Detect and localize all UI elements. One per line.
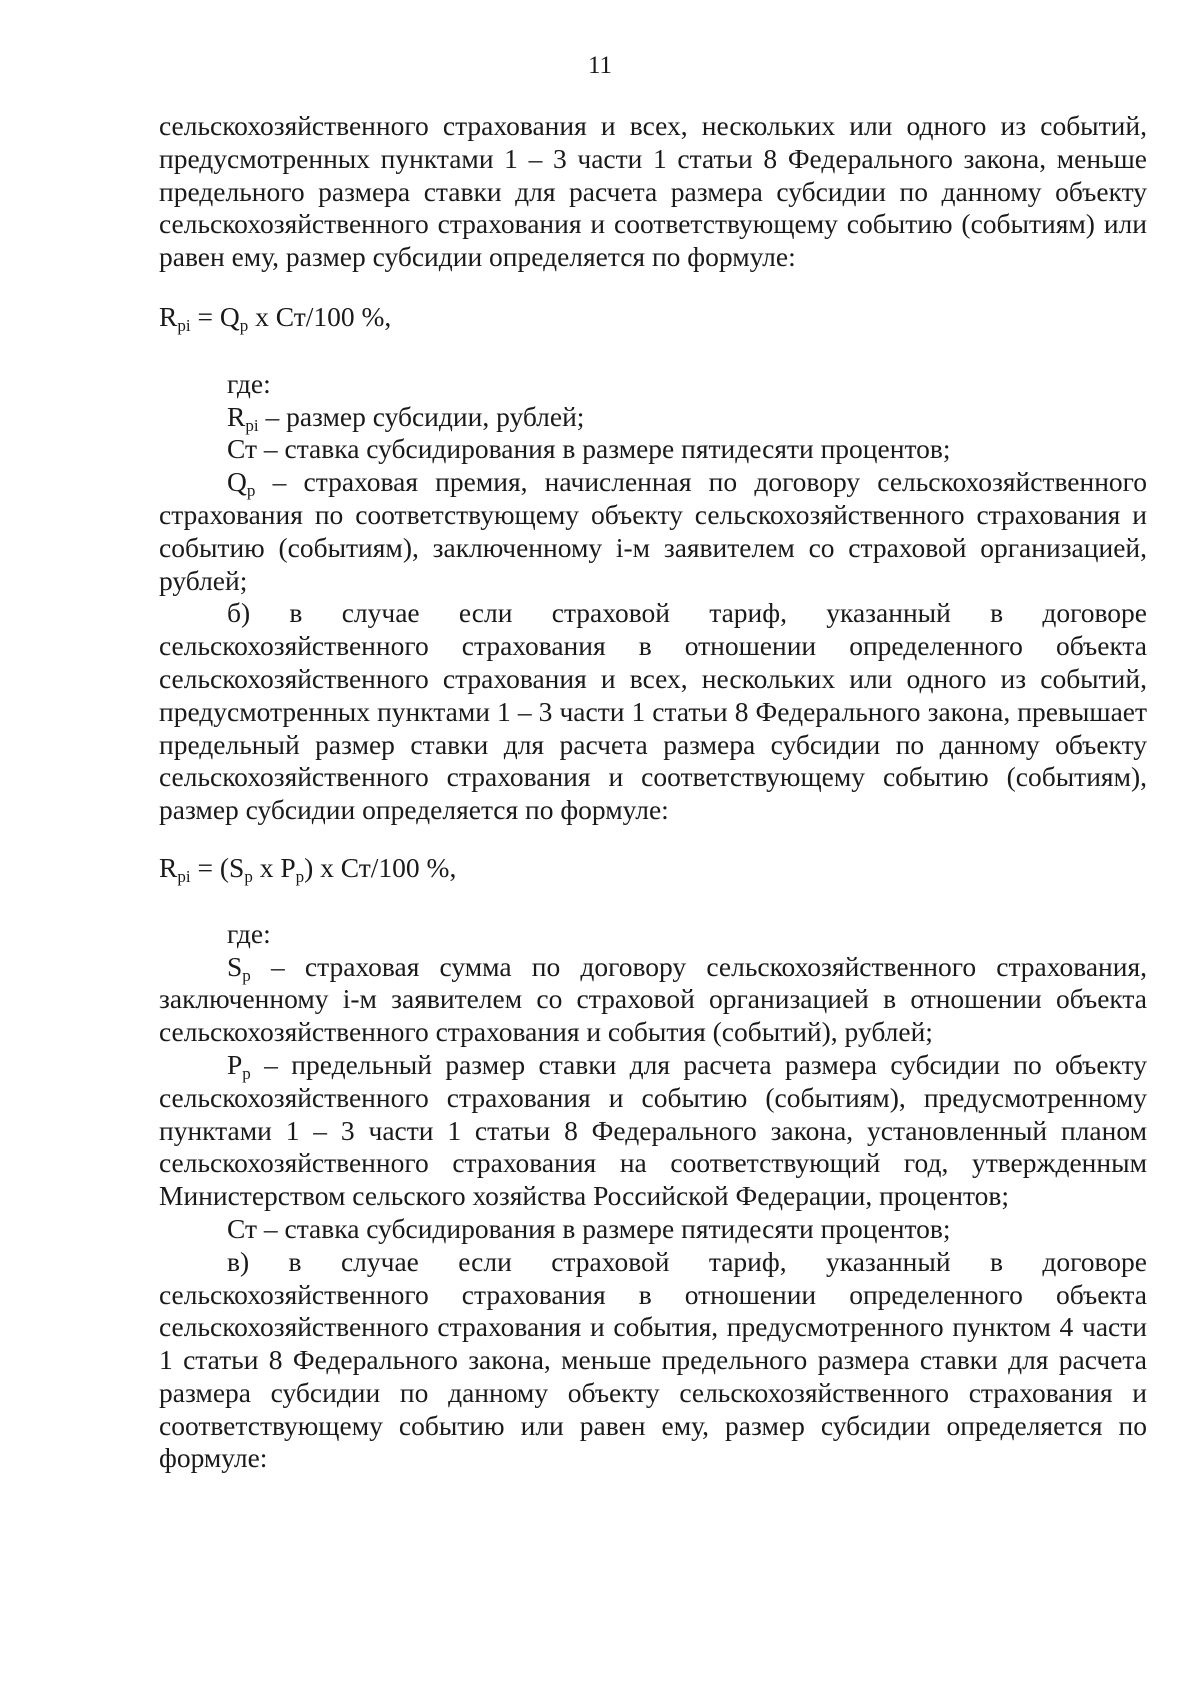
formula-2-x-p: x P — [252, 851, 296, 883]
formula-1-rest: x Ст/100 %, — [248, 300, 392, 332]
definition-ct-1: Ст – ставка субсидирования в размере пятидесяти процентов; — [227, 433, 951, 465]
definition-p-text: – предельный размер ставки для расчета размера субсидии по объекту сельскохозяйственного страхования и событию (событиям), предусмотренному пунктами 1 – 3 части 1 статьи 8 Федерального закона, установленный планом сельскохозяйственного страхования на соответствующий год, утвержденным Министерством сельского хозяйства Российской Федерации, процентов; — [159, 1048, 1147, 1212]
definition-r-text: – размер субсидии, рублей; — [258, 400, 585, 432]
definition-p-symbol: P — [227, 1048, 243, 1080]
formula-2-eq-s: = (S — [190, 851, 245, 883]
formula-2-r-sub: pi — [177, 866, 191, 886]
formula-2 — [159, 827, 1147, 918]
definition-p — [159, 1049, 1147, 1213]
page-number: 11 — [587, 52, 613, 79]
definition-p-sub: p — [242, 1063, 251, 1083]
formula-2-p-sub: p — [295, 866, 305, 886]
where-label-1: где: — [227, 367, 271, 399]
definition-q-symbol: Q — [227, 466, 247, 498]
formula-2-s-sub: p — [244, 866, 253, 886]
definition-r-symbol: R — [227, 400, 246, 432]
formula-1-eq-q: = Q — [190, 300, 240, 332]
document-body — [159, 110, 1147, 1475]
formula-2-rest: ) x Ст/100 %, — [304, 851, 457, 883]
definition-q-text: – страховая премия, начисленная по договору сельскохозяйственного страхования по соответствующему объекту сельскохозяйственного страхования и событию (событиям), заключенному i-м заявителем со страховой организацией, рублей; — [159, 466, 1147, 596]
formula-1 — [159, 274, 1147, 368]
definition-r-sub: pi — [245, 415, 259, 435]
definition-s — [159, 951, 1147, 1049]
definition-q — [159, 466, 1147, 597]
formula-1-r-sub: pi — [177, 315, 191, 335]
item-v-paragraph: в) в случае если страховой тариф, указанный в договоре сельскохозяйственного страхования в отношении определенного объекта сельскохозяйственного страхования и события, предусмотренного пунктом 4 части 1 статьи 8 Федерального закона, меньше предельного размера ставки для расчета размера субсидии по данному объекту сельскохозяйственного страхования и соответствующему событию или равен ему, размер субсидии определяется по формуле: — [159, 1245, 1147, 1474]
intro-paragraph: сельскохозяйственного страхования и всех, нескольких или одного из событий, предусмотренных пунктами 1 – 3 части 1 статьи 8 Федерального закона, меньше предельного размера ставки для расчета размера субсидии по данному объекту сельскохозяйственного страхования и соответствующему событию (событиям) или равен ему, размер субсидии определяется по формуле: — [159, 110, 1147, 273]
formula-2-r: R — [159, 851, 178, 883]
definition-s-symbol: S — [227, 950, 243, 982]
definition-ct-2: Ст – ставка субсидирования в размере пятидесяти процентов; — [227, 1212, 951, 1244]
item-b-paragraph: б) в случае если страховой тариф, указанный в договоре сельскохозяйственного страхования в отношении определенного объекта сельскохозяйственного страхования и всех, нескольких или одного из событий, предусмотренных пунктами 1 – 3 части 1 статьи 8 Федерального закона, превышает предельный размер ставки для расчета размера субсидии по данному объекту сельскохозяйственного страхования и соответствующему событию (событиям), размер субсидии определяется по формуле: — [159, 597, 1147, 826]
definition-s-text: – страховая сумма по договору сельскохозяйственного страхования, заключенному i-м заявителем со страховой организацией в отношении объекта сельскохозяйственного страхования и события (событий), рублей; — [159, 950, 1147, 1048]
formula-1-q-sub: p — [239, 315, 249, 335]
definition-s-sub: p — [242, 965, 251, 985]
definition-r — [159, 401, 1147, 434]
where-label-2: где: — [227, 917, 271, 949]
definition-q-sub: p — [246, 480, 256, 500]
formula-1-r: R — [159, 300, 178, 332]
